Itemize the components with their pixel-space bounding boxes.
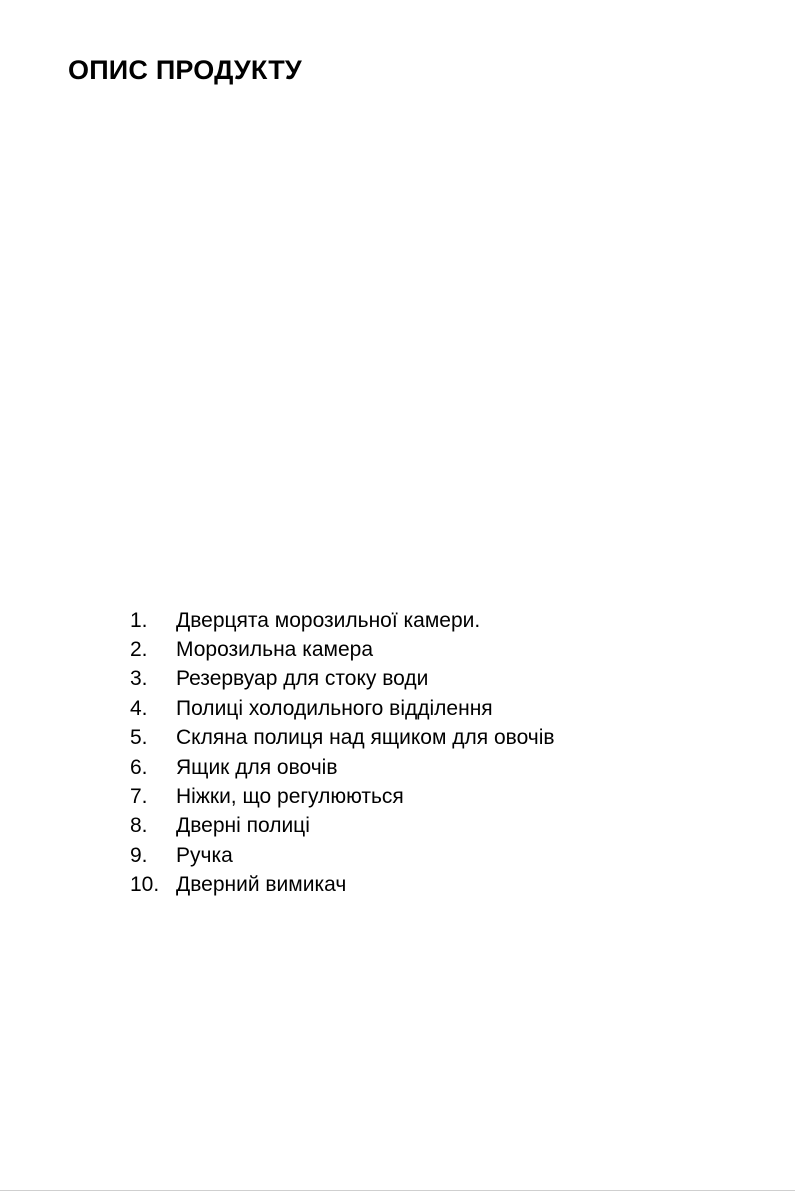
item-label: Дверцята морозильної камери. xyxy=(176,608,481,632)
list-item xyxy=(130,724,555,753)
list-item xyxy=(130,812,555,841)
list-item xyxy=(130,694,555,723)
item-label: Морозильна камера xyxy=(176,638,373,662)
item-label: Ручка xyxy=(176,843,233,867)
item-label: Резервуар для стоку води xyxy=(176,667,429,691)
list-item xyxy=(130,665,555,694)
item-number: 7. xyxy=(130,785,148,809)
list-item xyxy=(130,841,555,870)
list-item xyxy=(130,635,555,664)
item-number: 8. xyxy=(130,814,148,838)
list-item xyxy=(130,871,555,900)
item-number: 9. xyxy=(130,843,148,867)
item-label: Скляна полиця над ящиком для овочів xyxy=(176,726,555,750)
item-label: Дверні полиці xyxy=(176,814,310,838)
product-figure-area xyxy=(60,110,735,590)
item-number: 1. xyxy=(130,608,148,632)
item-label: Ніжки, що регулюються xyxy=(176,785,404,809)
item-number: 3. xyxy=(130,667,148,691)
item-label: Ящик для овочів xyxy=(176,755,338,779)
item-label: Дверний вимикач xyxy=(176,873,347,897)
list-item xyxy=(130,782,555,811)
page-title: ОПИС ПРОДУКТУ xyxy=(68,55,302,85)
list-item xyxy=(130,606,555,635)
item-number: 10. xyxy=(130,873,160,897)
parts-list xyxy=(130,606,555,900)
item-number: 2. xyxy=(130,638,148,662)
item-label: Полиці холодильного відділення xyxy=(176,696,493,720)
item-number: 5. xyxy=(130,726,148,750)
item-number: 4. xyxy=(130,696,148,720)
item-number: 6. xyxy=(130,755,148,779)
list-item xyxy=(130,753,555,782)
